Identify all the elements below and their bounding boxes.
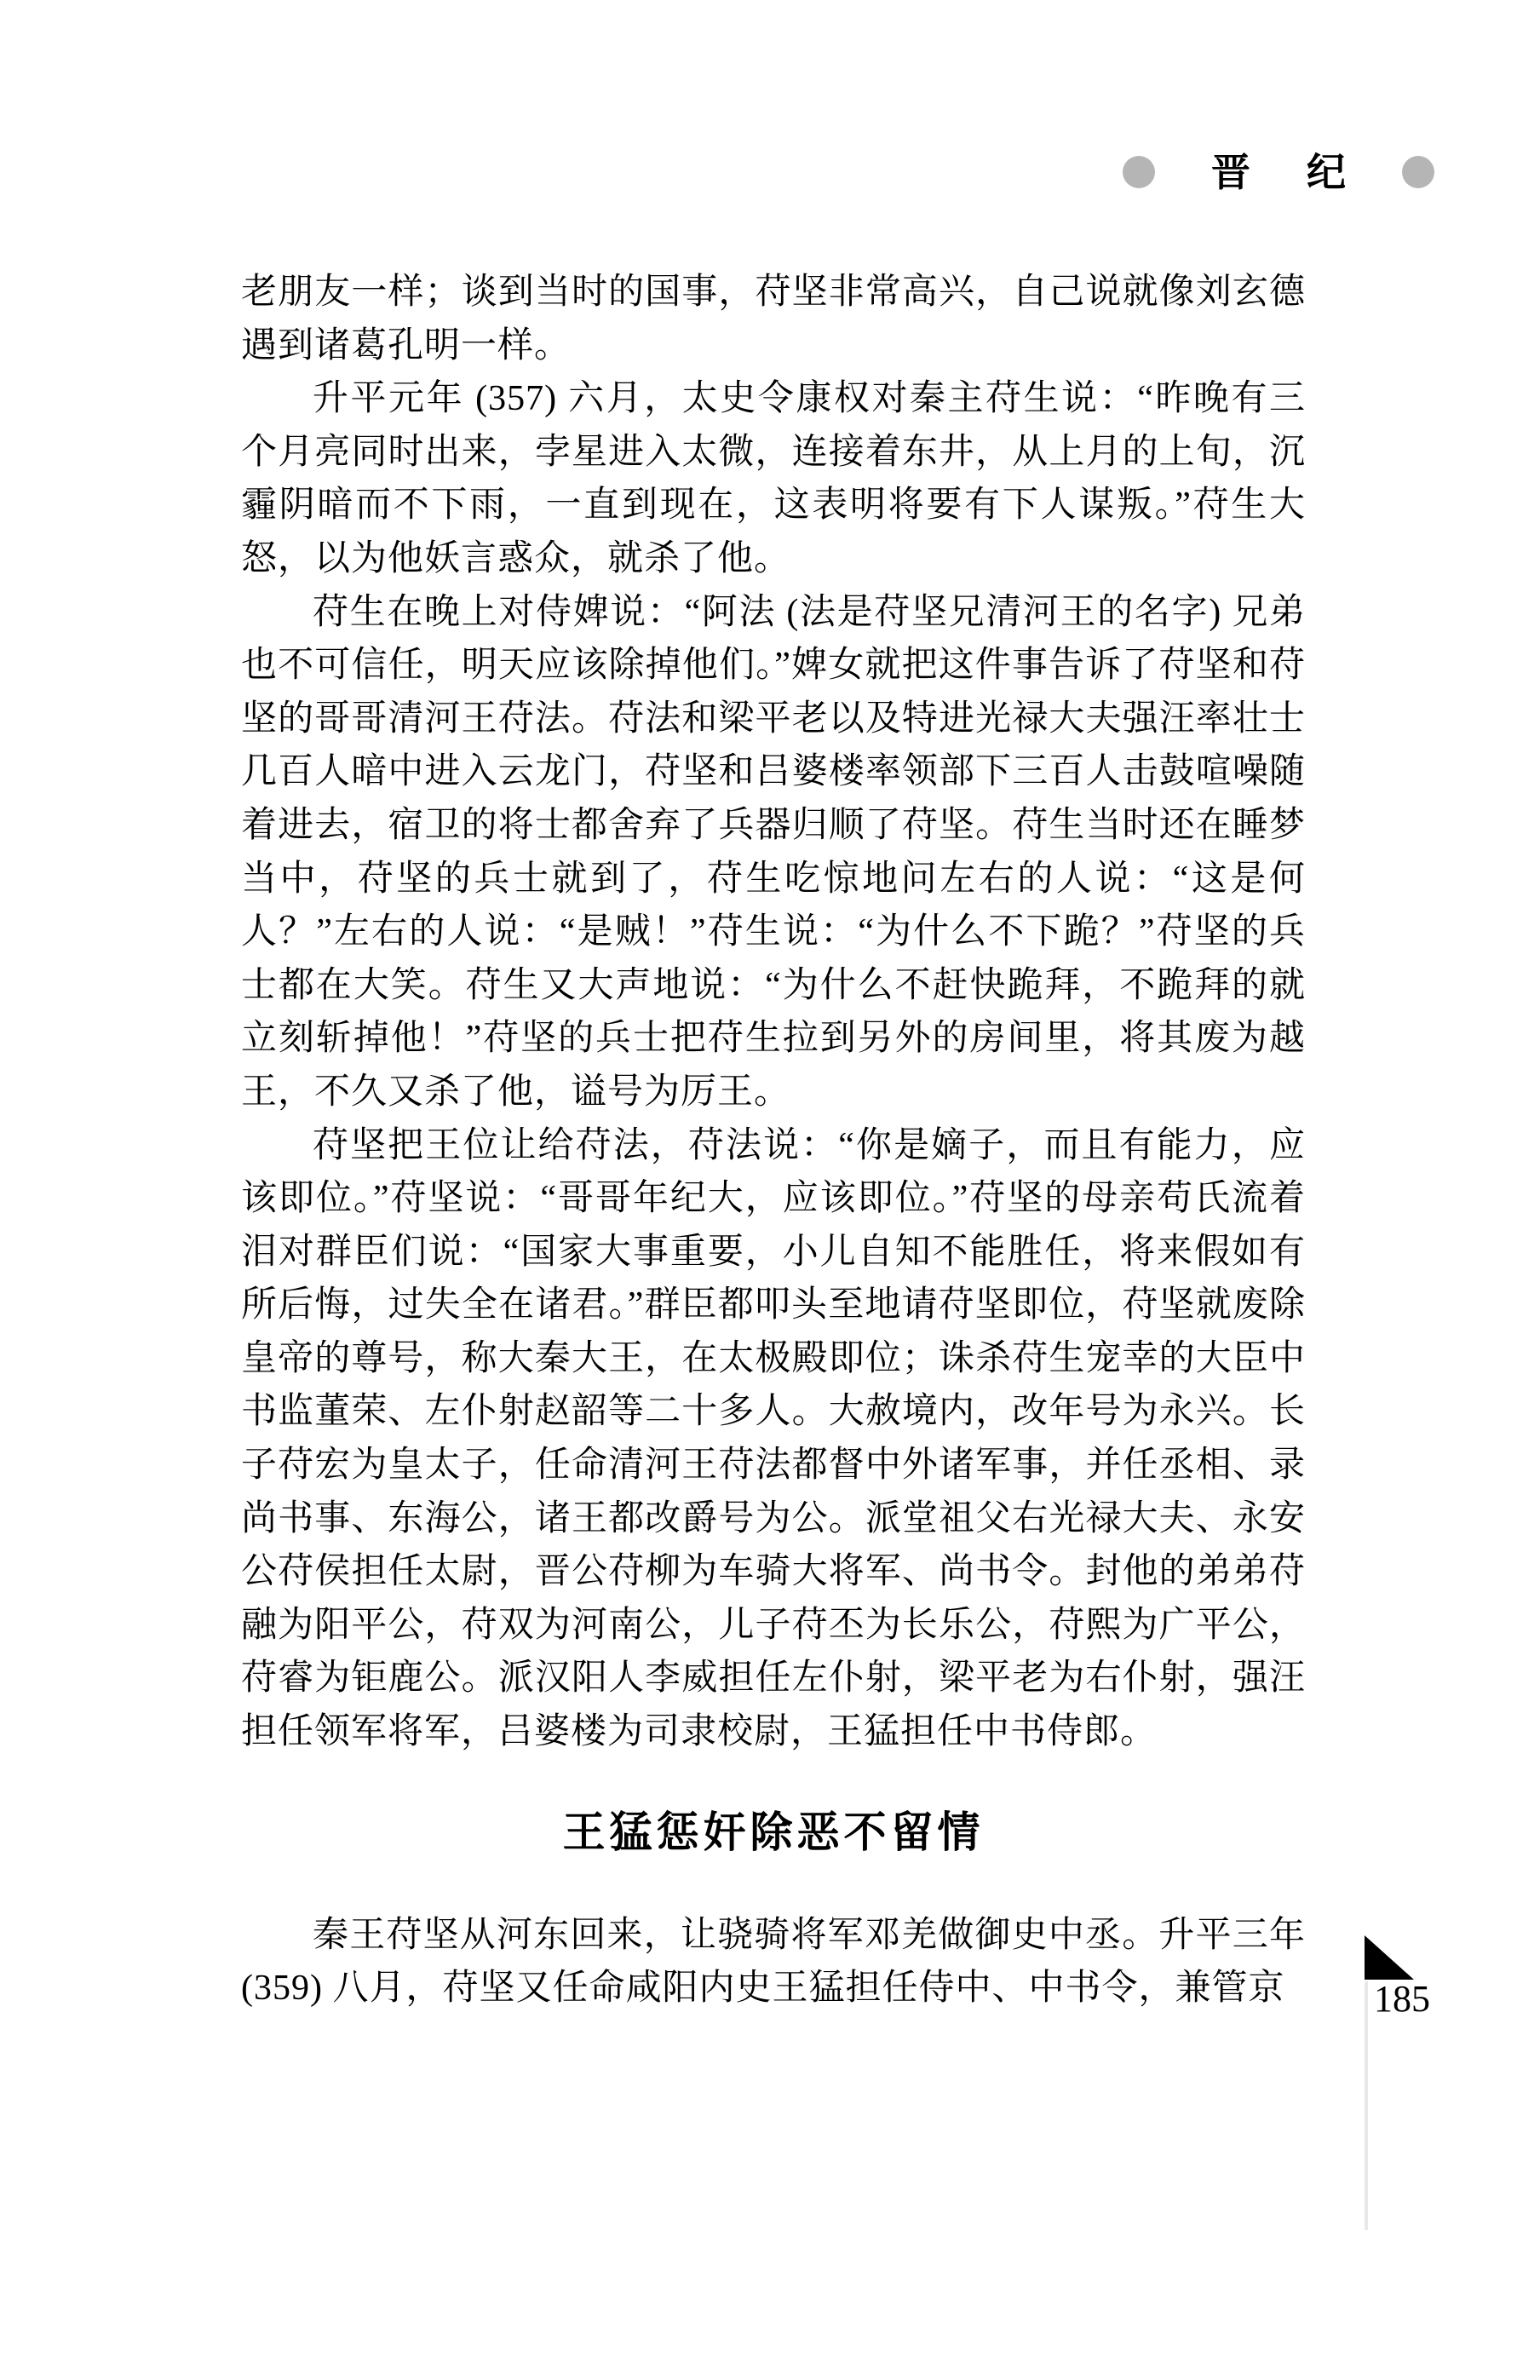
corner-triangle-icon — [1365, 1935, 1414, 1980]
body-paragraph: 升平元年 (357) 六月，太史令康权对秦主苻生说：“昨晚有三个月亮同时出来，孛星进入太微，连接着东井，从上月的上旬，沉霾阴暗而不下雨，一直到现在，这表明将要有下人谋叛。”苻生大怒，以为他妖言惑众，就杀了他。 — [241, 379, 1306, 578]
header-title-char-1: 晋 — [1211, 150, 1250, 194]
header-dot-right-icon — [1402, 156, 1434, 188]
body-paragraph: 苻生在晚上对侍婢说：“阿法 (法是苻坚兄清河王的名字) 兄弟也不可信任，明天应该除掉他们。”婢女就把这件事告诉了苻坚和苻坚的哥哥清河王苻法。苻法和梁平老以及特进光禄大夫强汪率壮士几百人暗中进入云龙门，苻坚和吕婆楼率领部下三百人击鼓喧噪随着进去，宿卫的将士都舍弃了兵器归顺了苻坚。苻生当时还在睡梦当中，苻坚的兵士就到了，苻生吃惊地问左右的人说：“这是何人？”左右的人说：“是贼！”苻生说：“为什么不下跪？”苻坚的兵士都在大笑。苻生又大声地说：“为什么不赶快跪拜，不跪拜的就立刻斩掉他！”苻坚的兵士把苻生拉到另外的房间里，将其废为越王，不久又杀了他，谥号为厉王。 — [241, 592, 1306, 1112]
text-column — [241, 266, 1306, 2015]
body-paragraph: 秦王苻坚从河东回来，让骁骑将军邓羌做御史中丞。升平三年 (359) 八月，苻坚又任命咸阳内史王猛担任侍中、中书令，兼管京 — [241, 1915, 1306, 2009]
header-dot-left-icon — [1123, 156, 1155, 188]
body-paragraph: 苻坚把王位让给苻法，苻法说：“你是嫡子，而且有能力，应该即位。”苻坚说：“哥哥年纪大，应该即位。”苻坚的母亲苟氏流着泪对群臣们说：“国家大事重要，小儿自知不能胜任，将来假如有所后悔，过失全在诸君。”群臣都叩头至地请苻坚即位，苻坚就废除皇帝的尊号，称大秦大王，在太极殿即位；诛杀苻生宠幸的大臣中书监董荣、左仆射赵韶等二十多人。大赦境内，改年号为永兴。长子苻宏为皇太子，任命清河王苻法都督中外诸军事，并任丞相、录尚书事、东海公，诸王都改爵号为公。派堂祖父右光禄大夫、永安公苻侯担任太尉，晋公苻柳为车骑大将军、尚书令。封他的弟弟苻融为阳平公，苻双为河南公，儿子苻丕为长乐公，苻熙为广平公，苻睿为钜鹿公。派汉阳人李威担任左仆射，梁平老为右仆射，强汪担任领军将军，吕婆楼为司隶校尉，王猛担任中书侍郎。 — [241, 1125, 1306, 1752]
margin-rule-divider — [1365, 1981, 1368, 2230]
header-title-char-2: 纪 — [1307, 150, 1346, 194]
running-header — [1123, 152, 1434, 193]
section-heading: 王猛惩奸除恶不留情 — [562, 1808, 985, 1856]
body-paragraph-continuation: 老朋友一样；谈到当时的国事，苻坚非常高兴，自己说就像刘玄德遇到诸葛孔明一样。 — [241, 273, 1306, 365]
page-number: 185 — [1374, 1978, 1430, 2020]
